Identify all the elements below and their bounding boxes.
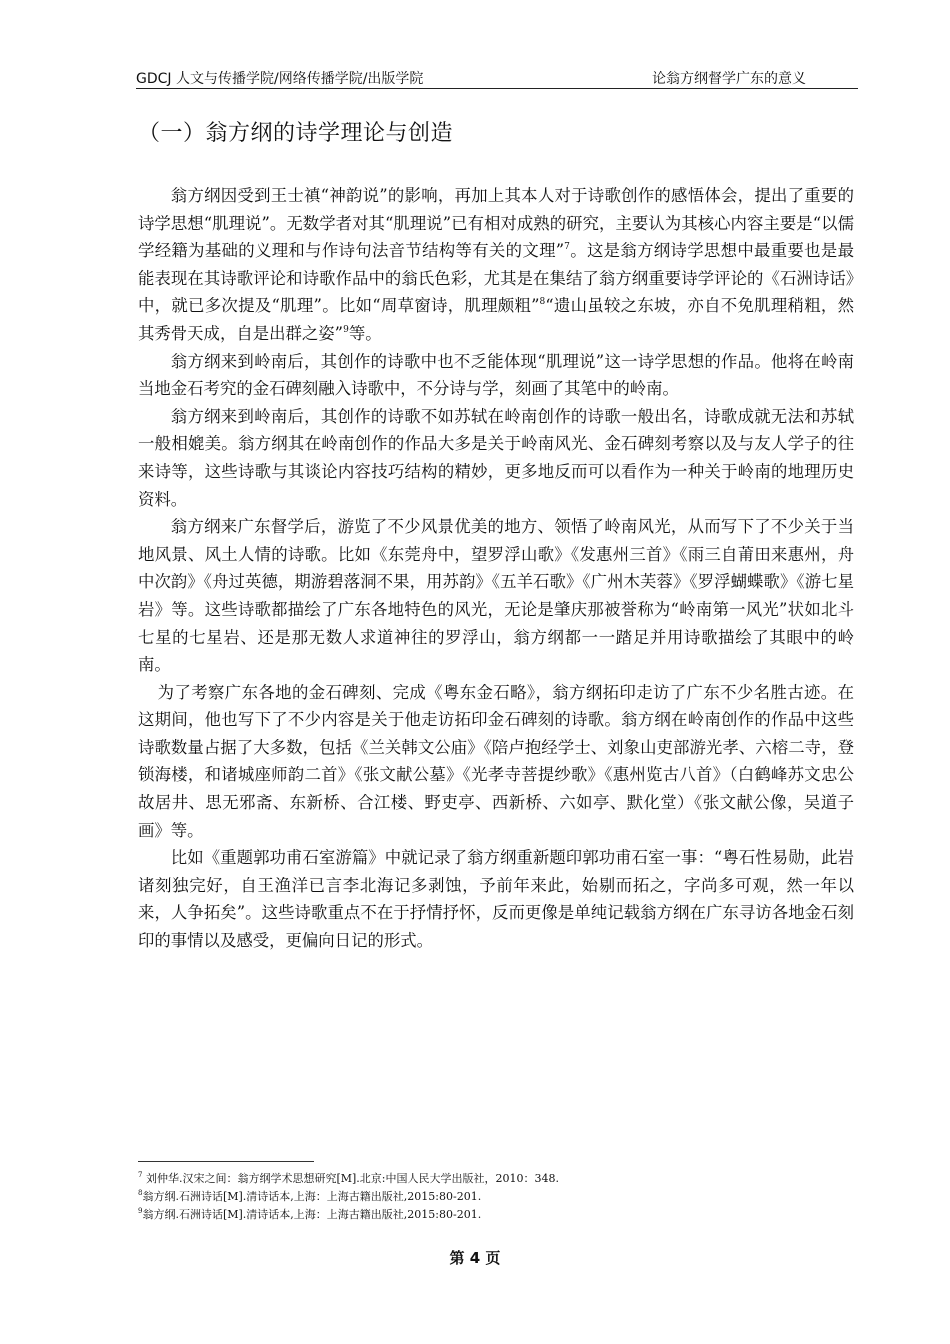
footnotes <box>138 1170 854 1224</box>
page-header <box>136 68 858 89</box>
footnote-ref-9[interactable]: 9 <box>343 324 349 335</box>
paragraph-6: 比如《重题郭功甫石室游篇》中就记录了翁方纲重新题印郭功甫石室一事：“粤石性易勋，此岩诸刻独完好，自王渔洋已言李北海记多剥蚀，予前年来此，始剔而拓之，字尚多可观，然一年以来，人争拓矣”。这些诗歌重点不在于抒情抒怀，反而更像是单纯记载翁方纲在广东寻访各地金石刻印的事情以及感受，更偏向日记的形式。 <box>138 848 854 951</box>
footnote-ref-8[interactable]: 8 <box>539 297 546 308</box>
header-institution: GDCJ 人文与传播学院/网络传播学院/出版学院 <box>136 71 424 87</box>
footnote-9: $^9$翁方纲.石洲诗话[M].清诗话本,上海：上海古籍出版社,2015:80-201. <box>138 1207 482 1221</box>
footnote-7: $^7$ 刘仲华.汉宋之间：翁方纲学术思想研究[M].北京:中国人民大学出版社，2010：348. <box>138 1171 559 1185</box>
footnote-separator <box>138 1161 314 1162</box>
body-text <box>138 182 854 955</box>
header-paper-title: 论翁方纲督学广东的意义 <box>652 71 806 87</box>
page-number: 第 4 页 <box>449 1249 501 1267</box>
paragraph-2: 翁方纲来到岭南后，其创作的诗歌中也不乏能体现“肌理说”这一诗学思想的作品。他将在岭南当地金石考究的金石碑刻融入诗歌中，不分诗与学，刻画了其笔中的岭南。 <box>138 351 854 399</box>
paragraph-5: 为了考察广东各地的金石碑刻、完成《粤东金石略》，翁方纲拓印走访了广东不少名胜古迹。在这期间，他也写下了不少内容是关于他走访拓印金石碑刻的诗歌。翁方纲在岭南创作的作品中这些诗歌数量占据了大多数，包括《兰关韩文公庙》《陪卢抱经学士、刘象山吏部游光孝、六榕二寺，登锁海楼，和诸城座师韵二首》《张文献公墓》《光孝寺菩提纱歌》《惠州览古八首》（白鹤峰苏文忠公故居井、思无邪斋、东新桥、合江楼、野吏亭、西新桥、六如亭、默化堂）《张文献公像，吴道子画》等。 <box>138 682 854 840</box>
footnote-8: $^8$翁方纲.石洲诗话[M].清诗话本,上海：上海古籍出版社,2015:80-201. <box>138 1189 482 1203</box>
footnote-ref-7[interactable]: 7 <box>564 242 570 253</box>
paragraph-3: 翁方纲来到岭南后，其创作的诗歌不如苏轼在岭南创作的诗歌一般出名，诗歌成就无法和苏轼一般相媲美。翁方纲其在岭南创作的作品大多是关于岭南风光、金石碑刻考察以及与友人学子的往来诗等，这些诗歌与其谈论内容技巧结构的精妙，更多地反而可以看作为一种关于岭南的地理历史资料。 <box>138 406 854 509</box>
section-title: （一）翁方纲的诗学理论与创造 <box>138 121 454 146</box>
paragraph-4: 翁方纲来广东督学后，游览了不少风景优美的地方、领悟了岭南风光，从而写下了不少关于当地风景、风土人情的诗歌。比如《东莞舟中，望罗浮山歌》《发惠州三首》《雨三自莆田来惠州，舟中次韵》《舟过英德，期游碧落洞不果，用苏韵》《五羊石歌》《广州木芙蓉》《罗浮蝴蝶歌》《游七星岩》等。这些诗歌都描绘了广东各地特色的风光，无论是肇庆那被誉称为“岭南第一风光”状如北斗七星的七星岩、还是那无数人求道神往的罗浮山，翁方纲都一一踏足并用诗歌描绘了其眼中的岭南。 <box>138 517 854 675</box>
paragraph-1: 翁方纲因受到王士禛“神韵说”的影响，再加上其本人对于诗歌创作的感悟体会，提出了重要的诗学思想“肌理说”。无数学者对其“肌理说”已有相对成熟的研究，主要认为其核心内容主要是“以儒学经籍为基础的义理和与作诗句法音节结构等有关的文理”$^7$。这是翁方纲诗学思想中最重要也是最能表现在其诗歌评论和诗歌作品中的翁氏色彩，尤其是在集结了翁方纲重要诗学评论的《石洲诗话》中，就已多次提及“肌理”。比如“周草窗诗，肌理颇粗”$^8$“遗山虽较之东坡，亦自不免肌理稍粗，然其秀骨天成，自是出群之姿”$^9$等。 <box>138 186 854 343</box>
